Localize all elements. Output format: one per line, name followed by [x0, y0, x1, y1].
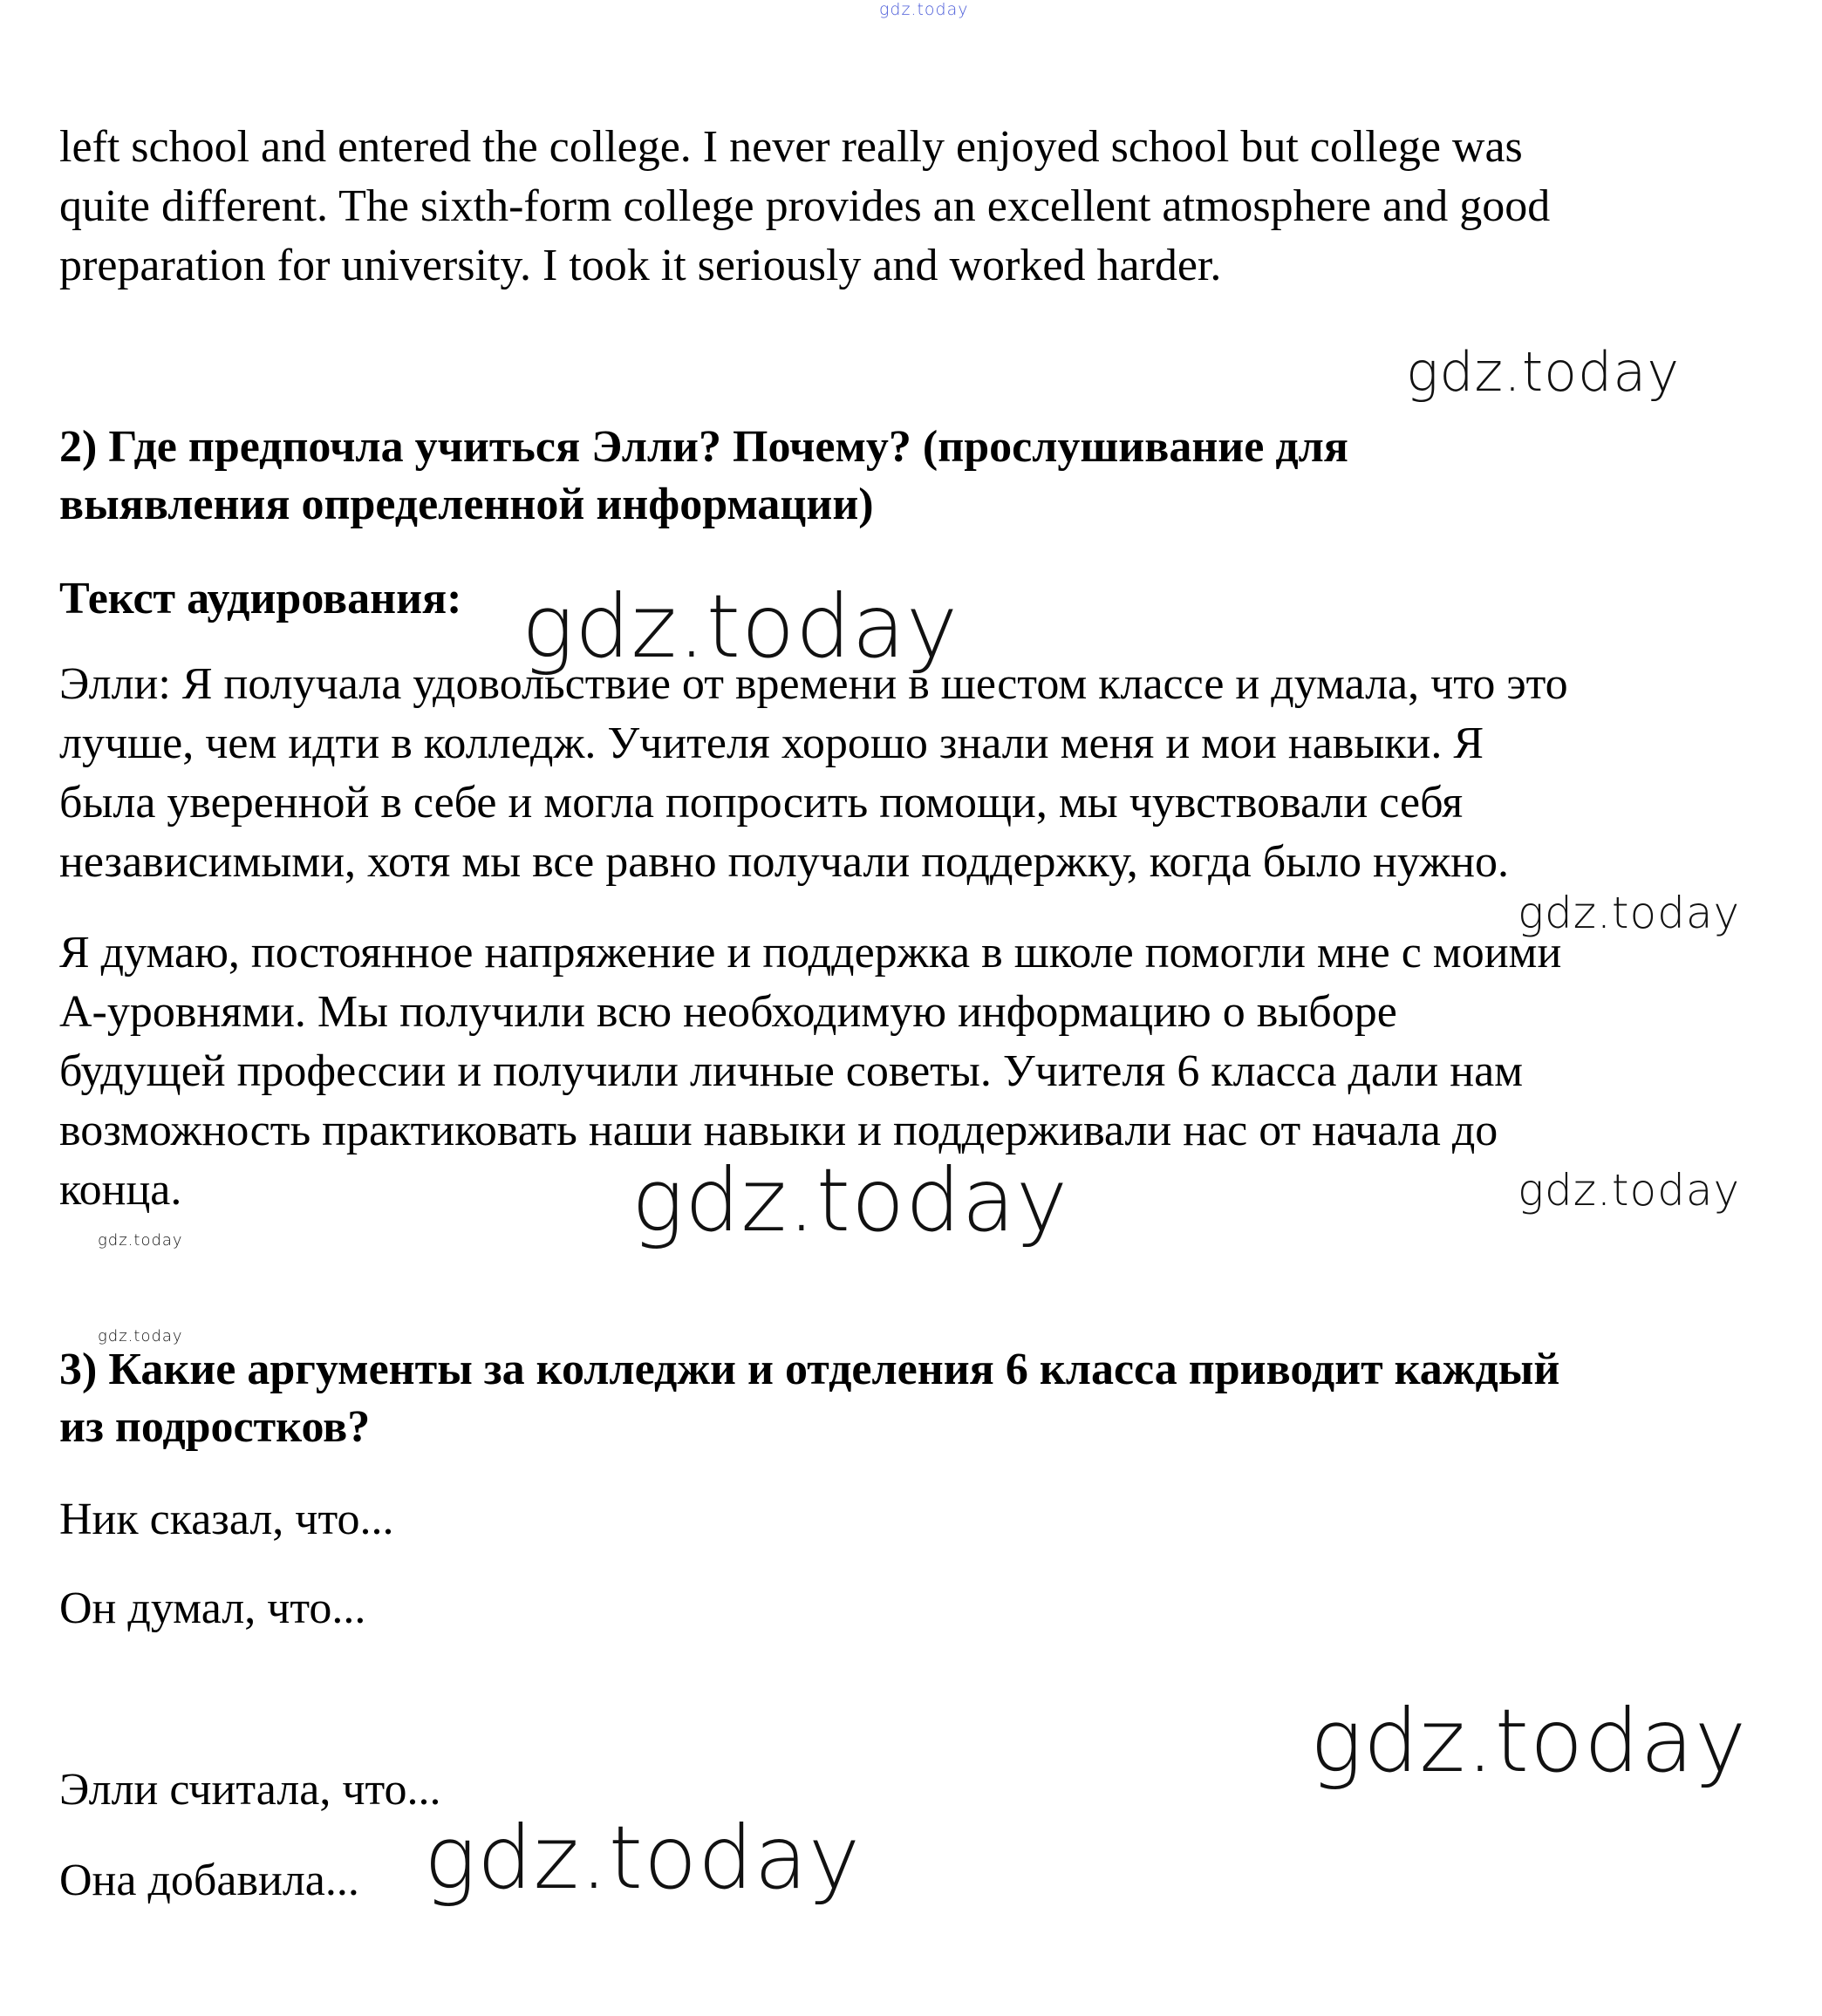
listening-para2-line-3: будущей профессии и получили личные советы. Учителя 6 класса дали нам: [59, 1046, 1524, 1096]
answer-he-thought: Он думал, что...: [59, 1584, 366, 1633]
question-2-line-2: выявления определенной информации): [59, 480, 874, 529]
watermark: gdz.today: [424, 1807, 862, 1909]
watermark: gdz.today: [1406, 340, 1681, 404]
intro-line-1: left school and entered the college. I never really enjoyed school but college was: [59, 122, 1523, 172]
question-3-line-2: из подростков?: [59, 1402, 371, 1452]
answer-ellie-thought: Элли считала, что...: [59, 1765, 441, 1815]
intro-line-3: preparation for university. I took it seriously and worked harder.: [59, 241, 1222, 290]
listening-para2-line-5: конца.: [59, 1165, 182, 1215]
listening-para2-line-2: А-уровнями. Мы получили всю необходимую информацию о выборе: [59, 987, 1397, 1037]
watermark-top: gdz.today: [879, 0, 969, 19]
answer-she-added: Она добавила...: [59, 1856, 359, 1905]
listening-para2-line-1: Я думаю, постоянное напряжение и поддержка в школе помогли мне с моими: [59, 928, 1562, 977]
watermark-small: gdz.today: [98, 1231, 183, 1250]
watermark: gdz.today: [1518, 888, 1741, 938]
listening-para2-line-4: возможность практиковать наши навыки и поддерживали нас от начала до: [59, 1106, 1498, 1155]
question-3-line-1: 3) Какие аргументы за колледжи и отделения 6 класса приводит каждый: [59, 1345, 1560, 1394]
question-2-line-1: 2) Где предпочла учиться Элли? Почему? (прослушивание для: [59, 422, 1348, 472]
listening-para1-line-4: независимыми, хотя мы все равно получали поддержку, когда было нужно.: [59, 837, 1509, 887]
watermark-small: gdz.today: [98, 1327, 183, 1345]
watermark: gdz.today: [522, 576, 959, 678]
watermark: gdz.today: [1518, 1165, 1741, 1216]
intro-line-2: quite different. The sixth-form college provides an excellent atmosphere and good: [59, 181, 1551, 231]
watermark: gdz.today: [1310, 1690, 1748, 1792]
listening-para1-line-1: Элли: Я получала удовольствие от времени в шестом классе и думала, что это: [59, 659, 1568, 709]
listening-para1-line-2: лучше, чем идти в колледж. Учителя хорошо знали меня и мои навыки. Я: [59, 719, 1484, 768]
watermark: gdz.today: [631, 1149, 1069, 1251]
listening-heading: Текст аудирования:: [59, 574, 462, 623]
listening-para1-line-3: была уверенной в себе и могла попросить помощи, мы чувствовали себя: [59, 778, 1464, 828]
answer-nick-said: Ник сказал, что...: [59, 1495, 394, 1544]
